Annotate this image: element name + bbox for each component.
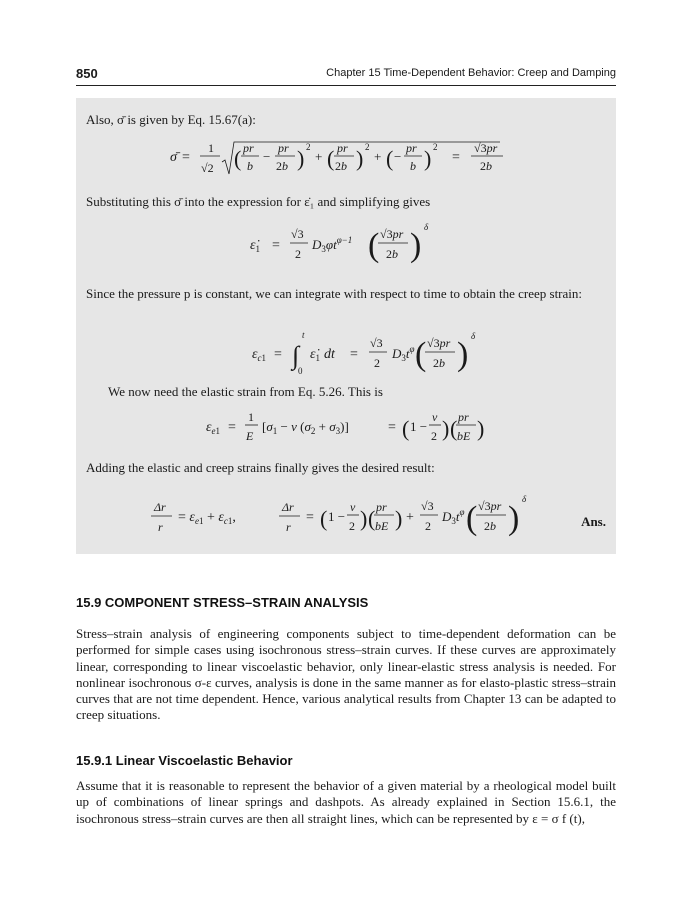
- example-adding-text: Adding the elastic and creep strains finally gives the desired result:: [86, 460, 435, 475]
- svg-text:2b: 2b: [480, 159, 492, 173]
- svg-text:2: 2: [433, 142, 438, 152]
- svg-text:0: 0: [298, 366, 303, 376]
- svg-text:pr: pr: [243, 141, 254, 155]
- svg-text:√3pr: √3pr: [427, 336, 451, 350]
- equation-creep-strain: [252, 324, 476, 380]
- svg-text:): ): [297, 146, 305, 171]
- equation-creep-strain-rate: [250, 216, 450, 272]
- worked-example-box: [76, 98, 616, 554]
- svg-text:=: =: [272, 238, 280, 253]
- svg-text:+: +: [315, 149, 323, 164]
- svg-text:−: −: [263, 149, 271, 164]
- svg-text:= εe1 + εc1,: = $\varepsilon_e1 + \varepsilon_c1$,: [178, 510, 236, 526]
- example-intro-text: Also, σ̄ is given by Eq. 15.67(a):: [86, 112, 256, 127]
- svg-text:2: 2: [431, 429, 437, 443]
- svg-text:bE: bE: [375, 519, 389, 533]
- svg-text:ν: ν: [432, 410, 438, 424]
- svg-text:√3pr: √3pr: [474, 141, 498, 155]
- svg-text:): ): [410, 227, 422, 264]
- svg-text:=: =: [388, 420, 396, 435]
- svg-text:(: (: [415, 336, 427, 373]
- svg-text:b: b: [247, 159, 253, 173]
- svg-text:2: 2: [349, 519, 355, 533]
- svg-text:√3: √3: [291, 227, 304, 241]
- svg-text:∫: ∫: [292, 341, 300, 370]
- svg-text:1: 1: [248, 410, 254, 424]
- svg-text:1 −: 1 −: [328, 509, 346, 524]
- svg-text:=: =: [274, 347, 282, 362]
- svg-text:(: (: [402, 416, 410, 441]
- answer-label: Ans.: [581, 514, 606, 529]
- svg-text:pr: pr: [278, 141, 289, 155]
- section-heading: 15.9 COMPONENT STRESS–STRAIN ANALYSIS: [76, 595, 369, 610]
- svg-text:2b: 2b: [433, 356, 445, 370]
- svg-text:δ: δ: [522, 494, 527, 504]
- svg-text:(: (: [320, 506, 328, 531]
- svg-text:t: t: [302, 330, 305, 340]
- svg-text:2: 2: [425, 519, 431, 533]
- example-pressure-text: Since the pressure p is constant, we can integrate with respect to time to obtain the creep strain:: [86, 286, 583, 301]
- section-paragraph: Stress–strain analysis of engineering components subject to time-dependent deformation can be performed for simple cases using isochronous stress–strain curves. If these curves are approximately linear, corresponding to linear viscoelastic behavior, only linear-elastic stress analysis is needed. For nonlinear isochronous σ-ε curves, analysis is done in the same manner as for elasto-plastic stress–strain curves that are not time dependent. Hence, various analytical results from Chapter 13 can be adapted to creep situations.: [76, 626, 616, 723]
- svg-text:[σ1 − ν (σ2 + σ3)]: [$\sigma_1 - \nu$ $(\sigma_2 + \sigma_3)$]: [262, 419, 349, 436]
- svg-text:ε̇1: $\varepsiloṅ_1$: [250, 238, 261, 254]
- svg-text:(: (: [450, 416, 458, 441]
- example-substitute-text: Substituting this σ̄ into the expression for ε̇₁ and simplifying gives: [86, 194, 431, 209]
- svg-text:pr: pr: [458, 410, 469, 424]
- svg-text:2b: 2b: [386, 247, 398, 261]
- svg-text:σ̄: σ̄: [170, 150, 177, 165]
- svg-text:+: +: [406, 510, 414, 525]
- svg-text:2b: 2b: [335, 159, 347, 173]
- svg-text:√3pr: √3pr: [478, 499, 502, 513]
- example-elastic-text: We now need the elastic strain from Eq. 5.26. This is: [108, 384, 383, 399]
- svg-text:2b: 2b: [484, 519, 496, 533]
- header-rule: [76, 85, 616, 86]
- svg-text:(: (: [327, 146, 335, 171]
- svg-text:(: (: [466, 500, 478, 537]
- svg-text:−: −: [394, 149, 402, 164]
- svg-text:r: r: [158, 520, 163, 534]
- svg-text:pr: pr: [337, 141, 348, 155]
- svg-text:): ): [424, 146, 432, 171]
- svg-text:bE: bE: [457, 429, 471, 443]
- svg-text:b: b: [410, 159, 416, 173]
- svg-text:2b: 2b: [276, 159, 288, 173]
- svg-text:δ: δ: [471, 331, 476, 341]
- svg-text:2: 2: [306, 142, 311, 152]
- svg-text:pr: pr: [406, 141, 417, 155]
- svg-text:εe1: $\varepsilon_e1$: [206, 420, 221, 436]
- svg-text:): ): [442, 416, 450, 441]
- svg-text:=: =: [452, 150, 460, 165]
- svg-text:): ): [360, 506, 368, 531]
- equation-elastic-strain: [206, 406, 486, 452]
- svg-text:): ): [395, 506, 403, 531]
- svg-text:Δr: Δr: [154, 500, 166, 514]
- svg-text:E: E: [246, 429, 254, 443]
- svg-text:=: =: [182, 150, 190, 165]
- svg-text:): ): [477, 416, 485, 441]
- svg-text:r: r: [286, 520, 291, 534]
- svg-text:√2: √2: [201, 161, 214, 175]
- svg-text:2: 2: [365, 142, 370, 152]
- svg-text:√3: √3: [421, 499, 434, 513]
- svg-text:D3tφ: $D_3t^\varphi$: [392, 344, 415, 363]
- svg-text:1 −: 1 −: [410, 419, 428, 434]
- svg-text:(: (: [368, 227, 380, 264]
- svg-text:ν: ν: [350, 500, 356, 514]
- svg-text:): ): [457, 336, 469, 373]
- running-head: Chapter 15 Time-Dependent Behavior: Creep and Damping: [326, 67, 616, 79]
- svg-text:=: =: [306, 510, 314, 525]
- subsection-paragraph: Assume that it is reasonable to represent the behavior of a given material by a rheological model built up of combinations of linear springs and dashpots. As already explained in Section 15.6.1, the isochronous stress–strain curves are then all straight lines, which can be represented by ε = σ f (t),: [76, 778, 616, 826]
- svg-text:pr: pr: [376, 500, 387, 514]
- svg-text:): ): [508, 500, 520, 537]
- svg-text:δ: δ: [424, 222, 429, 232]
- svg-text:2: 2: [295, 247, 301, 261]
- equation-final-result: [150, 488, 540, 544]
- svg-text:D3tφ: $D_3t^\varphi$: [442, 507, 465, 526]
- subsection-heading: 15.9.1 Linear Viscoelastic Behavior: [76, 753, 293, 768]
- svg-text:ε̇1dt: $\varepsiloṅ_1$ dt: [310, 347, 335, 363]
- svg-text:(: (: [234, 146, 242, 171]
- svg-text:(: (: [368, 506, 376, 531]
- page-number: 850: [76, 66, 98, 81]
- svg-text:=: =: [350, 347, 358, 362]
- svg-text:Δr: Δr: [282, 500, 294, 514]
- running-header: [76, 66, 616, 86]
- svg-text:εc1: $\varepsilon_c1$: [252, 347, 267, 363]
- svg-text:√3: √3: [370, 336, 383, 350]
- svg-text:2: 2: [374, 356, 380, 370]
- equation-effective-stress: [170, 136, 530, 182]
- svg-text:(: (: [386, 146, 394, 171]
- svg-text:1: 1: [208, 141, 214, 155]
- svg-text:=: =: [228, 420, 236, 435]
- svg-text:): ): [356, 146, 364, 171]
- svg-text:D3φtφ−1: $D_3\varphi t^{\varphi-1}$: [312, 235, 353, 254]
- svg-text:√3pr: √3pr: [380, 227, 404, 241]
- svg-text:+: +: [374, 149, 382, 164]
